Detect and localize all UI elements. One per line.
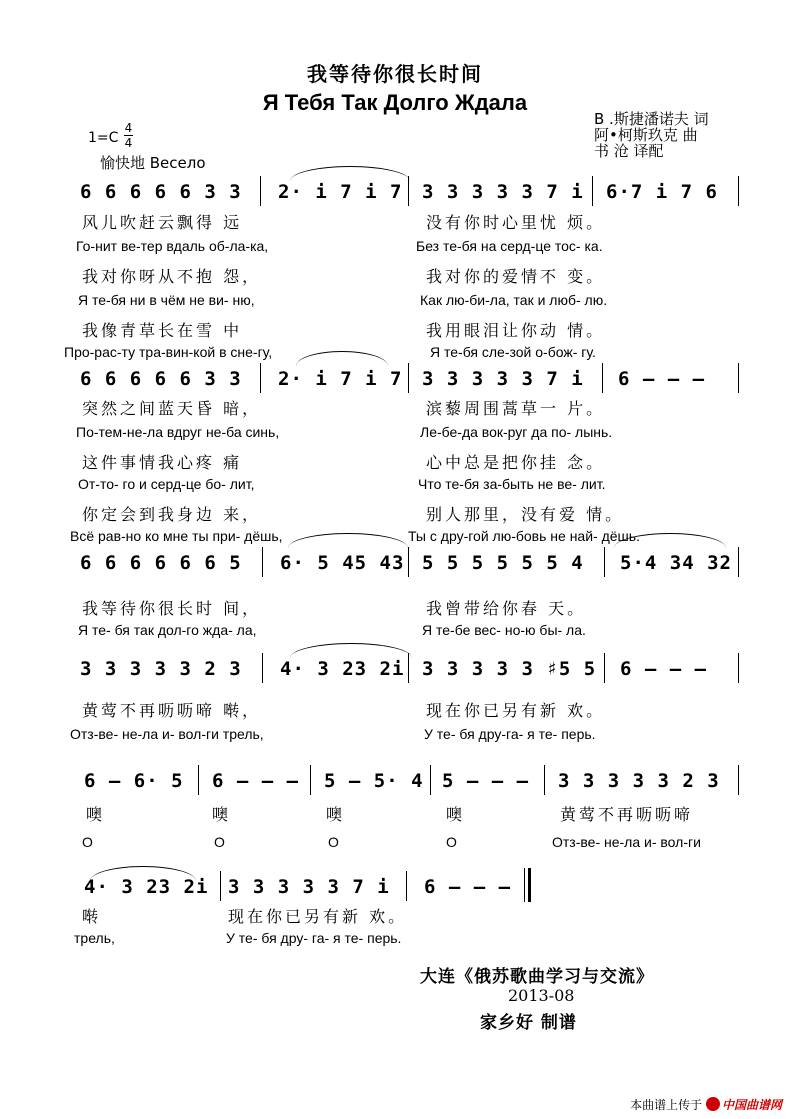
lyric-cn: 噢 <box>326 805 346 824</box>
lyric-cn: 我曾带给你春 天。 <box>426 599 587 618</box>
lyric-ru: Я те-бя сле-зой о-бож- гу. <box>430 344 596 360</box>
tempo-marking: 愉快地 Весело <box>100 154 206 172</box>
lyric-ru: Отз-ве- не-ла и- вол-ги <box>552 834 701 850</box>
song-title-russian: Я Тебя Так Долго Ждала <box>262 90 528 115</box>
arranger-credit: 家乡好 制谱 <box>480 1013 577 1033</box>
lyric-ru: трель, <box>74 930 115 946</box>
measure-notes: 6 6 6 6 6 3 3 <box>80 181 242 203</box>
measure-notes: 3 3 3 3 3 7 i <box>422 368 584 390</box>
composer-credit: 阿•柯斯玖克 曲 <box>594 126 698 144</box>
measure-notes: 5 – – – <box>442 770 530 792</box>
lyric-ru: Ты с дру-гой лю-бовь не най- дёшь. <box>408 528 640 544</box>
lyric-ru: У те- бя дру- га- я те- перь. <box>226 930 402 946</box>
lyric-cn: 我等待你很长时 间， <box>82 599 262 618</box>
measure-notes: 3 3 3 3 3 7 i <box>228 876 390 898</box>
measure-notes: 2· i 7 i 7 <box>278 181 403 203</box>
lyric-cn: 别人那里，没有爱 情。 <box>426 505 625 524</box>
lyric-cn: 心中总是把你挂 念。 <box>426 453 606 472</box>
meter-top: 4 <box>124 121 133 135</box>
site-watermark <box>630 1096 782 1113</box>
barline <box>602 363 603 393</box>
measure-notes: 6 – – – <box>620 658 708 680</box>
lyric-cn: 滨藜周围蒿草一 片。 <box>426 399 606 418</box>
barline <box>260 363 261 393</box>
key-signature: 1=C <box>88 130 119 146</box>
lyric-ru: Без те-бя на серд-це тос- ка. <box>416 238 603 254</box>
lyric-cn: 黄莺不再呖呖啼 啭， <box>82 701 262 720</box>
barline <box>738 653 739 683</box>
lyric-cn: 你定会到我身边 来， <box>82 505 262 524</box>
barline <box>406 871 407 901</box>
barline <box>544 765 545 795</box>
upload-text: 本曲谱上传于 <box>630 1098 703 1112</box>
barline <box>262 547 263 577</box>
tie-slur <box>296 351 388 366</box>
barline <box>738 547 739 577</box>
barline <box>310 765 311 795</box>
barline <box>604 547 605 577</box>
lyric-cn: 黄莺不再呖呖啼 <box>560 805 694 824</box>
barline <box>738 765 739 795</box>
lyricist-credit: Β .斯捷潘诺夫 词 <box>594 110 709 128</box>
lyric-ru: O <box>446 834 457 850</box>
lyric-ru: O <box>328 834 339 850</box>
lyric-cn: 啭 <box>82 907 102 926</box>
lyric-ru: Го-нит ве-тер вдаль об-ла-ка, <box>76 238 269 254</box>
lyric-cn: 我对你的爱情不 变。 <box>426 267 606 286</box>
measure-notes: 6 – 6· 5 <box>84 770 184 792</box>
barline <box>430 765 431 795</box>
lyric-ru: Я те-бе вес- но-ю бы- ла. <box>422 622 586 638</box>
measure-notes: 3 3 3 3 3 2 3 <box>80 658 242 680</box>
final-barline-thick <box>528 868 531 902</box>
lyric-cn: 噢 <box>86 805 106 824</box>
measure-notes: 3 3 3 3 3 ♯5 5 <box>422 658 597 680</box>
source-credit: 大连《俄苏歌曲学习与交流》 <box>420 967 654 987</box>
tie-slur <box>290 166 410 181</box>
lyric-ru: Всё рав-но ко мне ты при- дёшь, <box>70 528 283 544</box>
lyric-ru: У те- бя дру-га- я те- перь. <box>424 726 596 742</box>
measure-notes: 6· 5 45 43 <box>280 552 405 574</box>
barline <box>408 363 409 393</box>
lyric-ru: Про-рас-ту тра-вин-кой в сне-гу, <box>64 344 273 360</box>
barline <box>408 547 409 577</box>
measure-notes: 6 6 6 6 6 3 3 <box>80 368 242 390</box>
lyric-ru: Отз-ве- не-ла и- вол-ги трель, <box>70 726 264 742</box>
measure-notes: 2· i 7 i 7 <box>278 368 403 390</box>
barline <box>262 653 263 683</box>
measure-notes: 5·4 34 32 <box>620 552 732 574</box>
measure-notes: 4· 3 23 2i <box>84 876 209 898</box>
lyric-ru: Я те-бя ни в чём не ви- ню, <box>78 292 255 308</box>
lyric-cn: 没有你时心里忧 烦。 <box>426 213 606 232</box>
barline <box>592 176 593 206</box>
final-barline-thin <box>524 868 525 902</box>
barline <box>220 871 221 901</box>
measure-notes: 6·7 i 7 6 <box>606 181 718 203</box>
lyric-ru: O <box>82 834 93 850</box>
logo-icon <box>706 1097 720 1111</box>
lyric-cn: 这件事情我心疼 痛 <box>82 453 243 472</box>
lyric-cn: 我用眼泪让你动 情。 <box>426 321 606 340</box>
measure-notes: 3 3 3 3 3 2 3 <box>558 770 720 792</box>
barline <box>198 765 199 795</box>
measure-notes: 4· 3 23 2i <box>280 658 405 680</box>
lyric-cn: 现在你已另有新 欢。 <box>228 907 408 926</box>
lyric-cn: 噢 <box>446 805 466 824</box>
lyric-cn: 我像青草长在雪 中 <box>82 321 243 340</box>
logo-text: 中国曲谱网 <box>721 1098 782 1112</box>
lyric-ru: Как лю-би-ла, так и люб- лю. <box>420 292 608 308</box>
measure-notes: 5 5 5 5 5 5 4 <box>422 552 584 574</box>
lyric-cn: 噢 <box>212 805 232 824</box>
song-title-chinese: 我等待你很长时间 <box>307 62 483 86</box>
measure-notes: 6 – – – <box>618 368 706 390</box>
lyric-cn: 突然之间蓝天昏 暗， <box>82 399 262 418</box>
barline <box>738 176 739 206</box>
site-logo <box>706 1096 782 1113</box>
barline <box>604 653 605 683</box>
lyric-ru: Что те-бя за-быть не ве- лит. <box>418 476 606 492</box>
measure-notes: 6 – – – <box>212 770 300 792</box>
lyric-ru: По-тем-не-ла вдруг не-ба синь, <box>76 424 280 440</box>
translator-credit: 书 沧 译配 <box>594 142 664 160</box>
tie-slur <box>288 533 408 548</box>
tie-slur <box>290 643 412 658</box>
lyric-ru: От-то- го и серд-це бо- лит, <box>78 476 255 492</box>
lyric-cn: 风儿吹赶云飘得 远 <box>82 213 243 232</box>
measure-notes: 6 – – – <box>424 876 512 898</box>
barline <box>260 176 261 206</box>
measure-notes: 5 – 5· 4 <box>324 770 424 792</box>
source-date: 2013-08 <box>508 986 575 1005</box>
lyric-ru: O <box>214 834 225 850</box>
barline <box>738 363 739 393</box>
time-signature <box>124 122 133 149</box>
measure-notes: 3 3 3 3 3 7 i <box>422 181 584 203</box>
measure-notes: 6 6 6 6 6 6 5 <box>80 552 242 574</box>
lyric-ru: Ле-бе-да вок-руг да по- лынь. <box>420 424 613 440</box>
meter-bottom: 4 <box>124 136 133 150</box>
lyric-cn: 现在你已另有新 欢。 <box>426 701 606 720</box>
lyric-ru: Я те- бя так дол-го жда- ла, <box>78 622 257 638</box>
lyric-cn: 我对你呀从不抱 怨， <box>82 267 262 286</box>
